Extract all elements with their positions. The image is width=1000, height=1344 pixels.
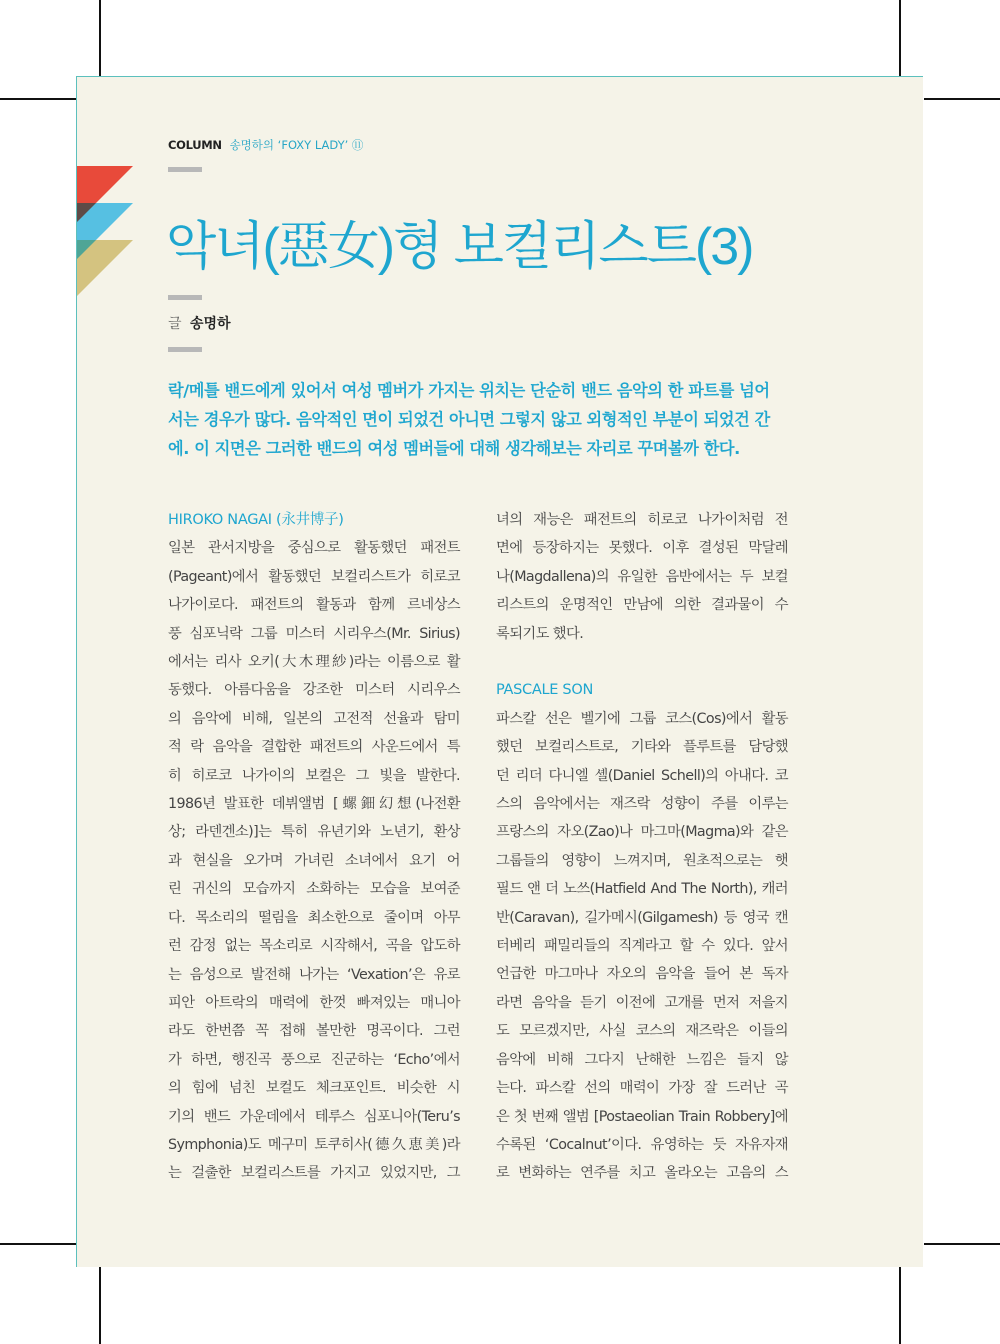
crop-mark bbox=[0, 98, 76, 100]
body-line: 파스칼 선은 벨기에 그룹 코스(Cos)에서 활동 bbox=[496, 710, 788, 727]
body-line: 과 현실을 오가며 가녀린 소녀에서 요기 어 bbox=[168, 852, 460, 869]
body-line: 1986년 발표한 데뷔앨범 [螺鈿幻想(나전환 bbox=[168, 796, 460, 813]
crop-mark bbox=[924, 98, 1000, 100]
body-line: 동했다. 아름다움을 강조한 미스터 시리우스 bbox=[168, 682, 460, 699]
body-line: 다. 목소리의 떨림을 최소한으로 줄이며 아무 bbox=[168, 909, 460, 926]
body-line: 라도 한번쯤 꼭 접해 볼만한 명곡이다. 그런 bbox=[168, 1023, 460, 1040]
column-kicker bbox=[168, 137, 363, 153]
body-line: 는 걸출한 보컬리스트를 가지고 있었지만, 그 bbox=[168, 1165, 460, 1182]
body-line: 에서는 리사 오키(大木理紗)라는 이름으로 활 bbox=[168, 654, 460, 671]
divider-rule bbox=[168, 347, 202, 352]
lead-line: 락/메틀 밴드에게 있어서 여성 멤버가 가지는 위치는 단순히 밴드 음악의 한 파트를 넘어 bbox=[168, 381, 770, 400]
body-line: 프랑스의 자오(Zao)나 마그마(Magma)와 같은 bbox=[496, 824, 788, 841]
body-line: 런 감정 없는 목소리로 시작해서, 곡을 압도하 bbox=[168, 938, 460, 955]
body-line: 피안 아트락의 매력에 한껏 빠져있는 매니아 bbox=[168, 994, 460, 1011]
body-line: 기의 밴드 가운데에서 테루스 심포니아(Teru’s bbox=[168, 1108, 460, 1125]
body-line: 상; 라덴겐소)]는 특히 유년기와 노년기, 환상 bbox=[168, 824, 460, 841]
body-line: 의 음악에 비해, 일본의 고전적 선율과 탐미 bbox=[168, 710, 460, 727]
magazine-page bbox=[76, 76, 923, 1267]
byline-label: 글 bbox=[168, 316, 182, 332]
lead-line: 에. 이 지면은 그러한 밴드의 여성 멤버들에 대해 생각해보는 자리로 꾸며볼까 한다. bbox=[168, 439, 740, 458]
body-line: 라면 음악을 듣기 이전에 고개를 먼저 저을지 bbox=[496, 994, 788, 1011]
body-line: 녀의 재능은 패전트의 히로코 나가이처럼 전 bbox=[496, 512, 788, 528]
body-line: 스의 음악에서는 재즈락 성향이 주를 이루는 bbox=[496, 796, 788, 813]
body-line: 반(Caravan), 길가메시(Gilgamesh) 등 영국 캔 bbox=[496, 909, 788, 926]
body-line: 음악에 비해 그다지 난해한 느낌은 들지 않 bbox=[496, 1051, 788, 1068]
crop-mark bbox=[899, 0, 901, 76]
byline bbox=[168, 313, 231, 333]
body-line: 의 힘에 넘친 보컬도 체크포인트. 비슷한 시 bbox=[168, 1080, 460, 1097]
column-label: COLUMN bbox=[168, 138, 222, 152]
body-line: 수록된 ‘Cocalnut’이다. 유영하는 듯 자유자재 bbox=[496, 1136, 788, 1153]
divider-rule bbox=[168, 295, 202, 300]
series-title: 송명하의 ‘FOXY LADY’ ⑪ bbox=[229, 138, 364, 152]
body-line: 은 첫 번째 앨범 [Postaeolian Train Robbery]에 bbox=[496, 1108, 788, 1125]
body-line: 나(Magdallena)의 유일한 음반에서는 두 보컬 bbox=[496, 568, 788, 585]
body-line: 히 히로코 나가이의 보컬은 그 빛을 발한다. bbox=[168, 767, 460, 784]
triangle-overlap-green bbox=[77, 240, 133, 296]
crop-mark bbox=[899, 1267, 901, 1344]
body-line: 적 락 음악을 결합한 패전트의 사운드에서 특 bbox=[168, 739, 460, 756]
body-line: 했던 보컬리스트로, 기타와 플루트를 담당했 bbox=[496, 739, 788, 756]
crop-mark bbox=[924, 1243, 1000, 1245]
body-line: 던 리더 다니엘 셸(Daniel Schell)의 아내다. 코 bbox=[496, 767, 788, 784]
section-heading: PASCALE SON bbox=[496, 682, 593, 699]
divider-rule bbox=[168, 167, 202, 172]
body-line: 리스트의 운명적인 만남에 의한 결과물이 수 bbox=[496, 597, 788, 614]
lead-paragraph bbox=[168, 376, 808, 463]
body-line: 필드 앤 더 노쓰(Hatfield And The North), 캐러 bbox=[496, 881, 788, 898]
body-line: 는다. 파스칼 선의 매력이 가장 잘 드러난 곡 bbox=[496, 1080, 788, 1097]
body-column-right bbox=[496, 506, 788, 1188]
body-line: Symphonia)도 메구미 토쿠히사(德久恵美)라 bbox=[168, 1136, 460, 1153]
body-line: 터베리 패밀리들의 직계라고 할 수 있다. 앞서 bbox=[496, 938, 788, 955]
author-name: 송명하 bbox=[189, 316, 231, 332]
body-line: 로 변화하는 연주를 치고 올라오는 고음의 스 bbox=[496, 1165, 788, 1182]
paragraph-gap bbox=[496, 648, 788, 676]
crop-mark bbox=[99, 0, 101, 76]
body-line: 는 음성으로 발전해 나가는 ‘Vexation’은 유로 bbox=[168, 966, 460, 983]
body-line: 나가이로다. 패전트의 활동과 함께 르네상스 bbox=[168, 597, 460, 614]
body-line: 린 귀신의 모습까지 소화하는 모습을 보여준 bbox=[168, 881, 460, 898]
body-line: 풍 심포닉락 그룹 미스터 시리우스(Mr. Sirius) bbox=[168, 625, 460, 642]
crop-mark bbox=[99, 1267, 101, 1344]
article-title: 악녀(惡女)형 보컬리스트(3) bbox=[166, 218, 753, 276]
body-line: 도 모르겠지만, 사실 코스의 재즈락은 이들의 bbox=[496, 1023, 788, 1040]
body-line: 일본 관서지방을 중심으로 활동했던 패전트 bbox=[168, 540, 460, 557]
body-line: (Pageant)에서 활동했던 보컬리스트가 히로코 bbox=[168, 568, 460, 585]
body-line: 그룹들의 영향이 느껴지며, 원초적으로는 햇 bbox=[496, 852, 788, 869]
body-column-left bbox=[168, 506, 460, 1188]
body-line: 면에 등장하지는 못했다. 이후 결성된 막달레 bbox=[496, 540, 788, 557]
body-line: 가 하면, 행진곡 풍으로 진군하는 ‘Echo’에서 bbox=[168, 1051, 460, 1068]
body-line: 록되기도 했다. bbox=[496, 625, 584, 642]
crop-mark bbox=[0, 1243, 76, 1245]
body-line: 언급한 마그마나 자오의 음악을 들어 본 독자 bbox=[496, 966, 788, 983]
lead-line: 서는 경우가 많다. 음악적인 면이 되었건 아니면 그렇지 않고 외형적인 부분이 되었건 간 bbox=[168, 410, 770, 429]
section-heading: HIROKO NAGAI (永井博子) bbox=[168, 512, 344, 528]
